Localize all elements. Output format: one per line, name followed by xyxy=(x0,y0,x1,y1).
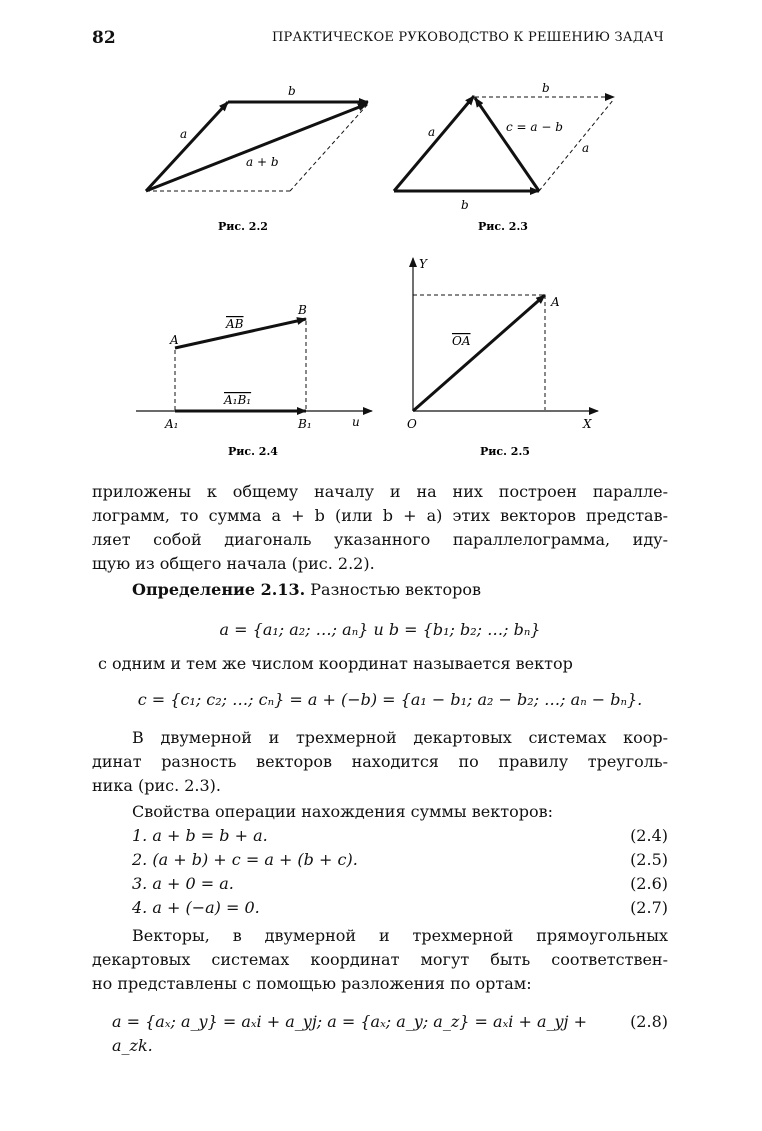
property-formula: 4. a + (−a) = 0. xyxy=(132,898,260,917)
properties-title: Свойства операции нахождения суммы векторов: xyxy=(132,802,553,821)
fig24-caption: Рис. 2.4 xyxy=(228,445,278,458)
fig24-label-AB: AB xyxy=(226,317,244,331)
figure-2-3 xyxy=(394,81,614,233)
property-row xyxy=(92,872,668,896)
property-row xyxy=(92,848,668,872)
text-line: лограмм, то сумма a + b (или b + a) этих векторов представ- xyxy=(92,506,668,525)
running-title: ПРАКТИЧЕСКОЕ РУКОВОДСТВО К РЕШЕНИЮ ЗАДАЧ xyxy=(272,30,664,45)
fig24-label-B1: B₁ xyxy=(298,417,312,431)
fig23-caption: Рис. 2.3 xyxy=(478,220,528,233)
text-line: ника (рис. 2.3). xyxy=(92,776,222,795)
equation-number: (2.8) xyxy=(630,1012,668,1031)
fig24-label-B: B xyxy=(298,303,307,317)
formula-difference: c = {c₁; c₂; …; cₙ} = a + (−b) = {a₁ − b₁; a₂ − b₂; …; aₙ − bₙ}. xyxy=(137,690,643,709)
fig22-label-b: b xyxy=(288,84,296,98)
fig24-label-A1: A₁ xyxy=(165,417,179,431)
figure-2-5 xyxy=(407,257,598,458)
text-line: ляет собой диагональ указанного параллелограмма, иду- xyxy=(92,530,668,549)
fig24-label-A1B1: A₁B₁ xyxy=(224,393,252,407)
fig22-label-a: a xyxy=(180,127,188,141)
fig25-label-O: O xyxy=(407,417,417,431)
fig24-label-u: u xyxy=(352,415,360,429)
property-formula: 1. a + b = b + a. xyxy=(132,826,268,845)
formula-orts-row xyxy=(112,1010,668,1058)
text-line: В двумерной и трехмерной декартовых системах коор- xyxy=(132,728,668,747)
figure-2-4 xyxy=(136,303,372,458)
definition-title: Определение 2.13. xyxy=(132,580,306,599)
definition-2-13 xyxy=(92,578,668,602)
text-line: но представлены с помощью разложения по ортам: xyxy=(92,974,532,993)
fig25-label-X: X xyxy=(583,417,592,431)
text-line: декартовых системах координат могут быть соответствен- xyxy=(92,950,668,969)
property-formula: 3. a + 0 = a. xyxy=(132,874,234,893)
property-formula: 2. (a + b) + c = a + (b + c). xyxy=(132,850,358,869)
fig23-label-a-right: a xyxy=(582,141,590,155)
property-row xyxy=(92,824,668,848)
text-line: динат разность векторов находится по правилу треуголь- xyxy=(92,752,668,771)
equation-number: (2.6) xyxy=(630,874,668,893)
paragraph-1 xyxy=(92,480,668,576)
text-line: с одним и тем же числом координат называется вектор xyxy=(98,654,573,673)
fig25-label-A: A xyxy=(551,295,560,309)
formula-vectors: a = {a₁; a₂; …; aₙ} и b = {b₁; b₂; …; bₙ} xyxy=(219,620,541,639)
equation-number: (2.5) xyxy=(630,850,668,869)
properties-section xyxy=(92,800,668,920)
paragraph-3 xyxy=(92,924,668,996)
fig25-caption: Рис. 2.5 xyxy=(480,445,530,458)
fig23-label-b-top: b xyxy=(542,81,550,95)
figures-area xyxy=(0,0,762,470)
property-row xyxy=(92,896,668,920)
text-line: щую из общего начала (рис. 2.2). xyxy=(92,554,375,573)
definition-text: Разностью векторов xyxy=(305,580,481,599)
fig23-label-b-bottom: b xyxy=(461,198,469,212)
fig22-label-sum: a + b xyxy=(246,155,279,169)
fig23-label-a: a xyxy=(428,125,436,139)
equation-number: (2.7) xyxy=(630,898,668,917)
paragraph-2 xyxy=(92,726,668,798)
figure-2-2 xyxy=(146,84,368,233)
fig25-label-OA: OA xyxy=(452,334,471,348)
fig25-label-Y: Y xyxy=(419,257,427,271)
equation-number: (2.4) xyxy=(630,826,668,845)
fig22-caption: Рис. 2.2 xyxy=(218,220,268,233)
fig24-label-A: A xyxy=(170,333,179,347)
formula-orts: a = {aₓ; a_y} = aₓi + a_yj; a = {aₓ; a_y; a_z} = aₓi + a_yj + a_zk. xyxy=(112,1012,587,1055)
text-line: приложены к общему началу и на них построен паралле- xyxy=(92,482,668,501)
page-number: 82 xyxy=(92,28,116,48)
fig23-label-c: c = a − b xyxy=(506,120,563,134)
text-line: Векторы, в двумерной и трехмерной прямоугольных xyxy=(132,926,668,945)
